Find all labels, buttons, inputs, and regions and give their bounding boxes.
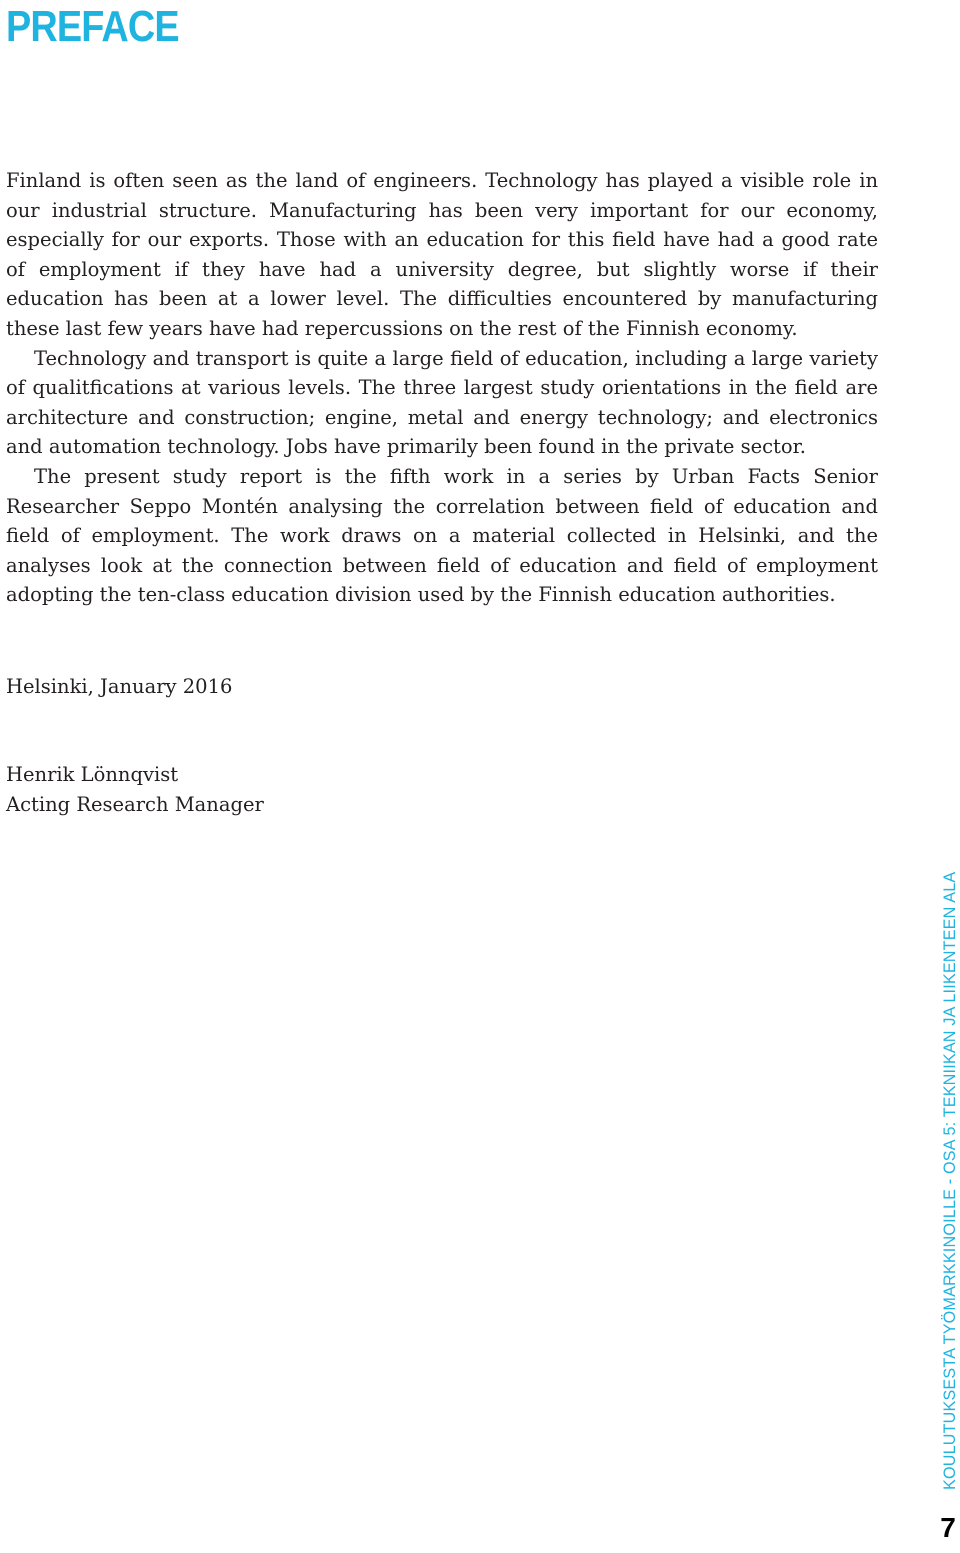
series-side-label: KOULUTUKSESTA TYÖMARKKINOILLE - OSA 5: TEKNIIKAN JA LIIKENTEEN ALA	[940, 871, 959, 1490]
paragraph-1: Finland is often seen as the land of engineers. Technology has played a visible role in our industrial structure. Manufacturing has been very important for our economy, especially for our exports. Those with an education for this field have had a good rate of employment if they have had a university degree, but slightly worse if their education has been at a lower level. The difficulties encountered by manufacturing these last few years have had repercussions on the rest of the Finnish economy.	[6, 169, 878, 340]
preface-body	[6, 166, 878, 610]
place-date: Helsinki, January 2016	[6, 675, 233, 698]
page-number: 7	[940, 1512, 956, 1543]
paragraph-2: Technology and transport is quite a large field of education, including a large variety of qualitfications at various levels. The three largest study orientations in the field are architecture and construction; engine, metal and energy technology; and electronics and automation technology. Jobs have primarily been found in the private sector.	[6, 346, 878, 459]
page-title: PREFACE	[6, 2, 179, 51]
author-title: Acting Research Manager	[6, 793, 264, 816]
author-name: Henrik Lönnqvist	[6, 763, 179, 786]
paragraph-3: The present study report is the fifth work in a series by Urban Facts Senior Researcher Seppo Montén analysing the correlation between field of education and field of employment. The work draws on a material collected in Helsinki, and the analyses look at the connection between field of education and field of employment adopting the ten-class education division used by the Finnish education authorities.	[6, 464, 878, 607]
